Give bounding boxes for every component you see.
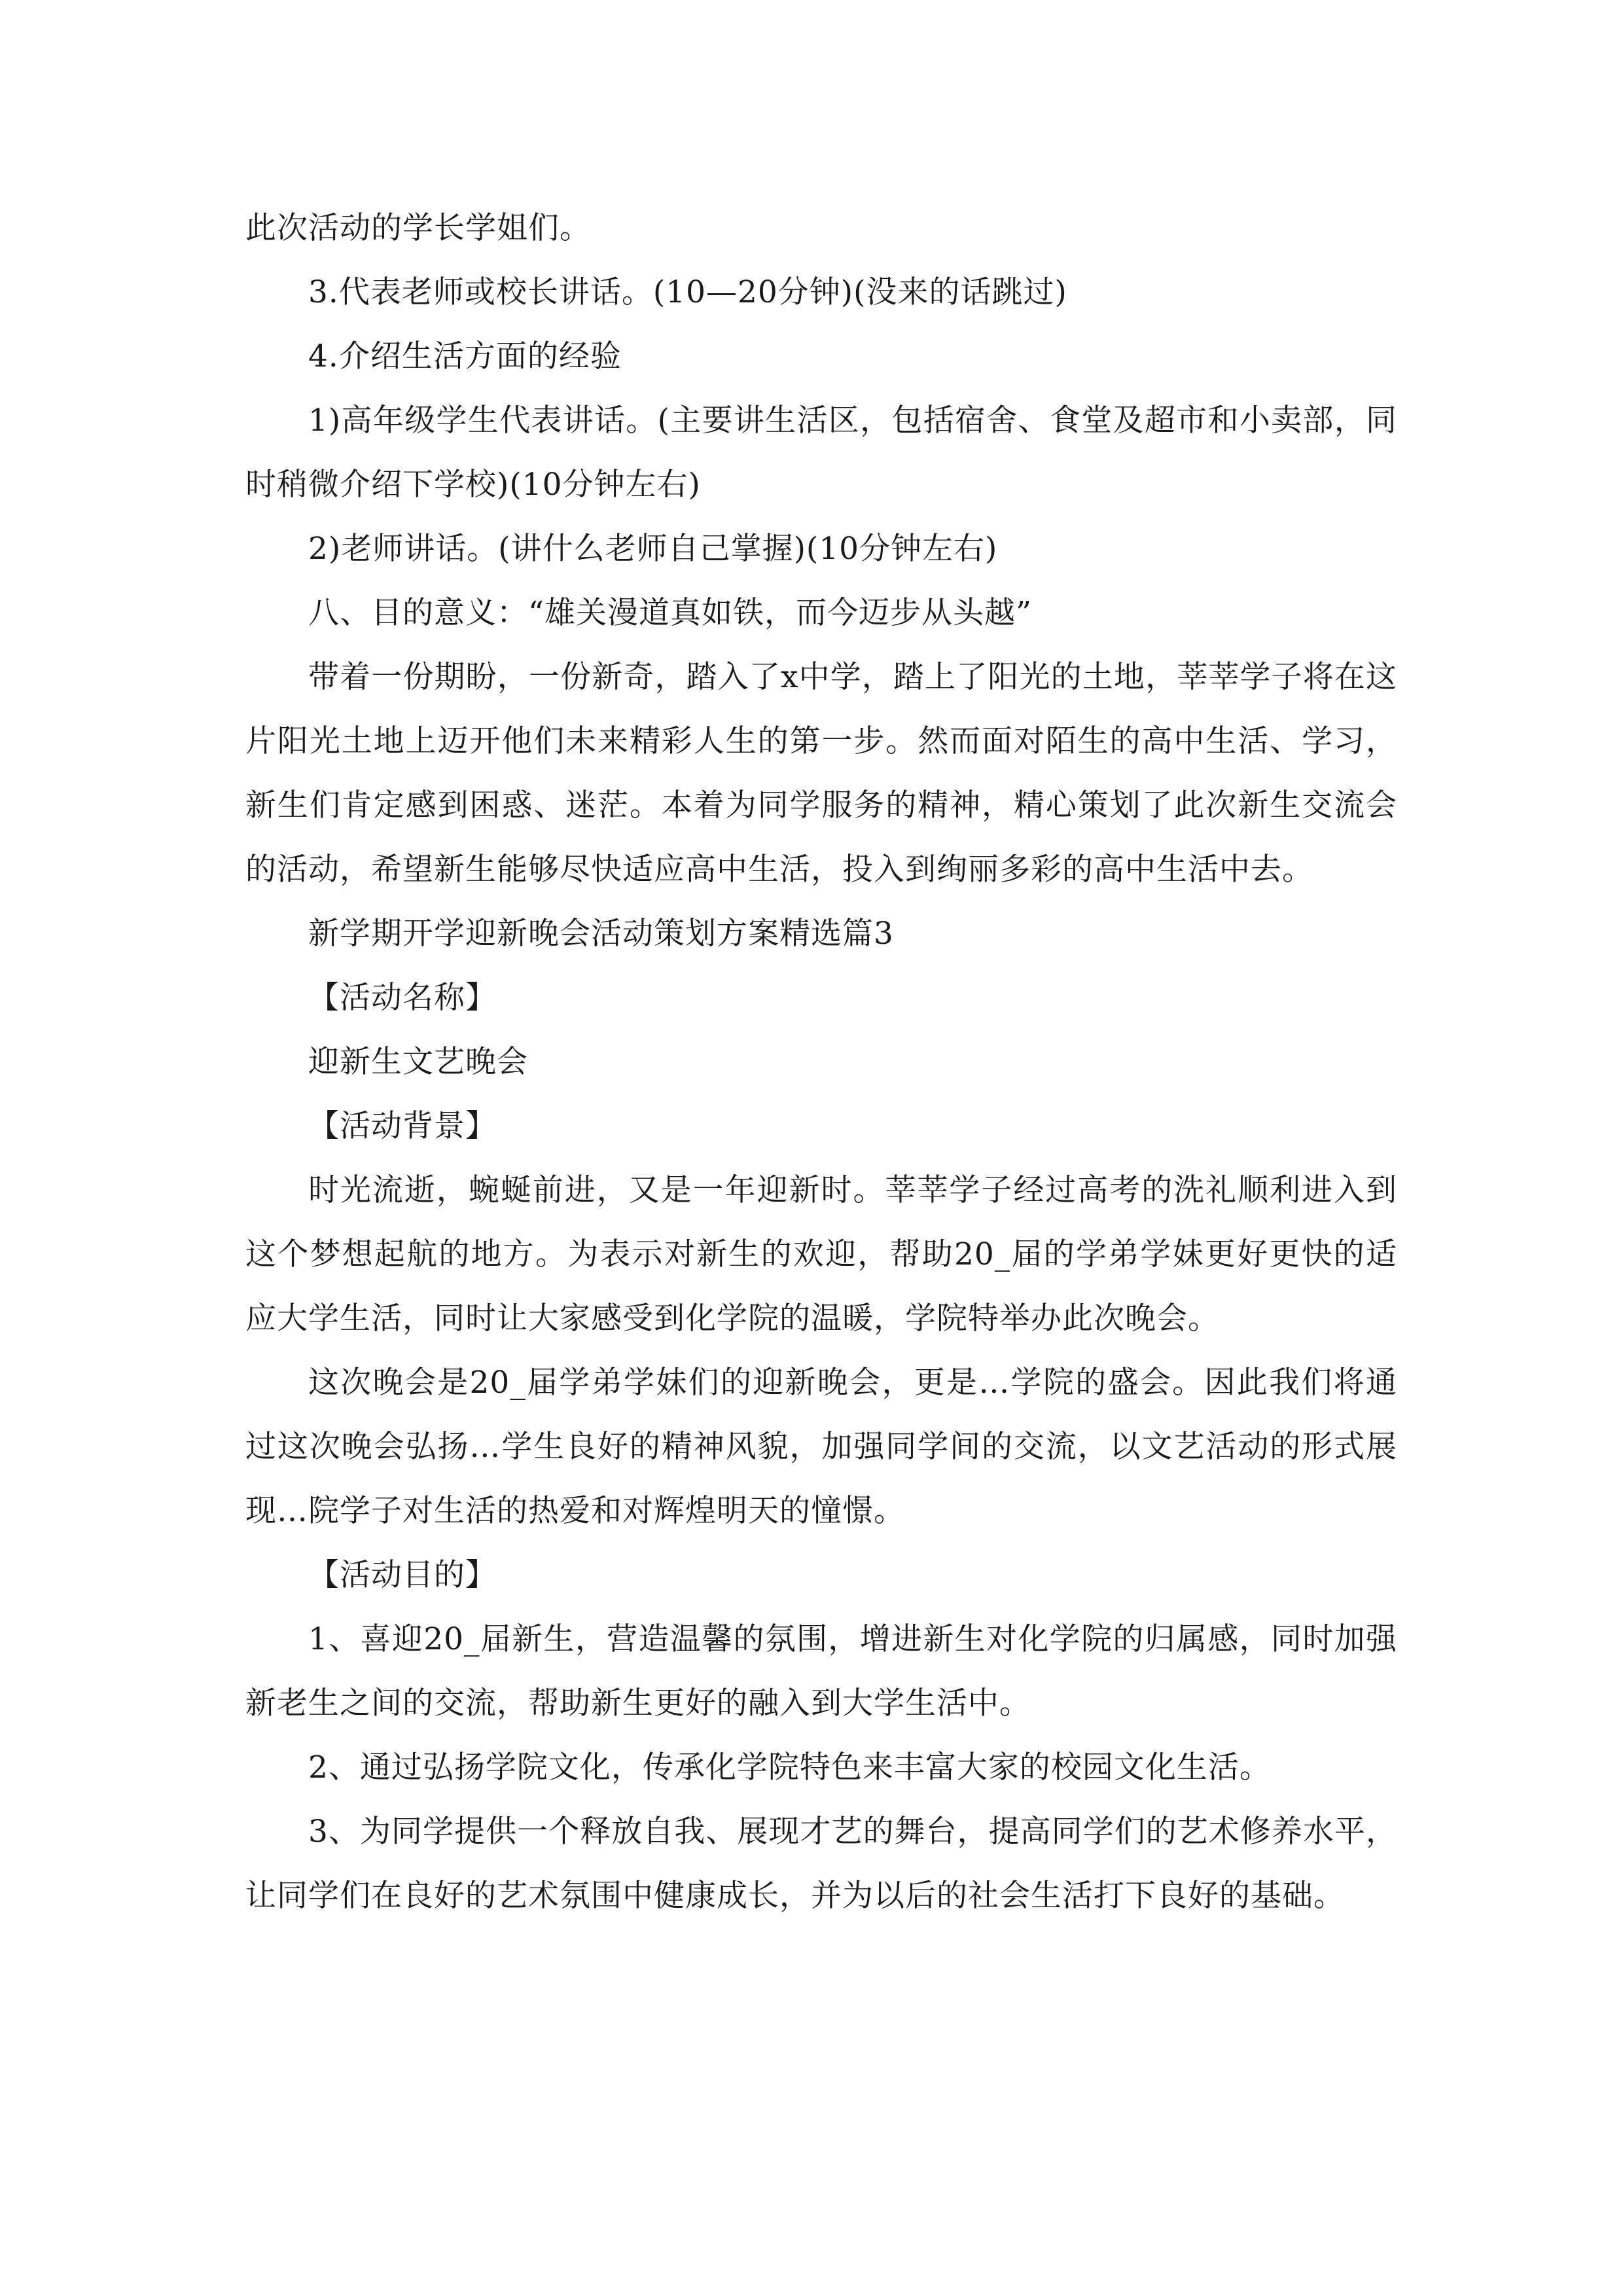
paragraph: 此次活动的学长学姐们。 bbox=[245, 210, 591, 246]
paragraph: 2、通过弘扬学院文化，传承化学院特色来丰富大家的校园文化生活。 bbox=[308, 1749, 1271, 1785]
paragraph: 4.介绍生活方面的经验 bbox=[308, 338, 622, 374]
paragraph: 2)老师讲话。(讲什么老师自己掌握)(10分钟左右) bbox=[308, 531, 998, 567]
paragraph: 3.代表老师或校长讲话。(10—20分钟)(没来的话跳过) bbox=[308, 274, 1067, 310]
paragraph: 这次晚会是20_届学弟学妹们的迎新晚会，更是…学院的盛会。因此我们将通过这次晚会弘扬…学生良好的精神风貌，加强同学间的交流，以文艺活动的形式展现…院学子对生活的热爱和对辉煌明天的憧憬。 bbox=[245, 1365, 1397, 1529]
document-body bbox=[245, 196, 1397, 1928]
section-heading: 八、目的意义：“雄关漫道真如铁，而今迈步从头越” bbox=[308, 595, 1033, 631]
paragraph: 3、为同学提供一个释放自我、展现才艺的舞台，提高同学们的艺术修养水平，让同学们在良好的艺术氛围中健康成长，并为以后的社会生活打下良好的基础。 bbox=[245, 1814, 1397, 1914]
article-title: 新学期开学迎新晚会活动策划方案精选篇3 bbox=[308, 916, 894, 952]
paragraph: 迎新生文艺晚会 bbox=[308, 1044, 528, 1080]
paragraph: 1)高年级学生代表讲话。(主要讲生活区，包括宿舍、食堂及超市和小卖部，同时稍微介绍下学校)(10分钟左右) bbox=[245, 403, 1397, 503]
paragraph: 1、喜迎20_届新生，营造温馨的氛围，增进新生对化学院的归属感，同时加强新老生之间的交流，帮助新生更好的融入到大学生活中。 bbox=[245, 1621, 1397, 1721]
section-heading: 【活动背景】 bbox=[308, 1108, 497, 1144]
section-heading: 【活动名称】 bbox=[308, 980, 497, 1016]
section-heading: 【活动目的】 bbox=[308, 1557, 497, 1593]
paragraph: 带着一份期盼，一份新奇，踏入了x中学，踏上了阳光的土地，莘莘学子将在这片阳光土地上迈开他们未来精彩人生的第一步。然而面对陌生的高中生活、学习，新生们肯定感到困惑、迷茫。本着为同学服务的精神，精心策划了此次新生交流会的活动，希望新生能够尽快适应高中生活，投入到绚丽多彩的高中生活中去。 bbox=[245, 659, 1397, 888]
paragraph: 时光流逝，蜿蜒前进，又是一年迎新时。莘莘学子经过高考的洗礼顺利进入到这个梦想起航的地方。为表示对新生的欢迎，帮助20_届的学弟学妹更好更快的适应大学生活，同时让大家感受到化学院的温暖，学院特举办此次晚会。 bbox=[245, 1172, 1397, 1336]
